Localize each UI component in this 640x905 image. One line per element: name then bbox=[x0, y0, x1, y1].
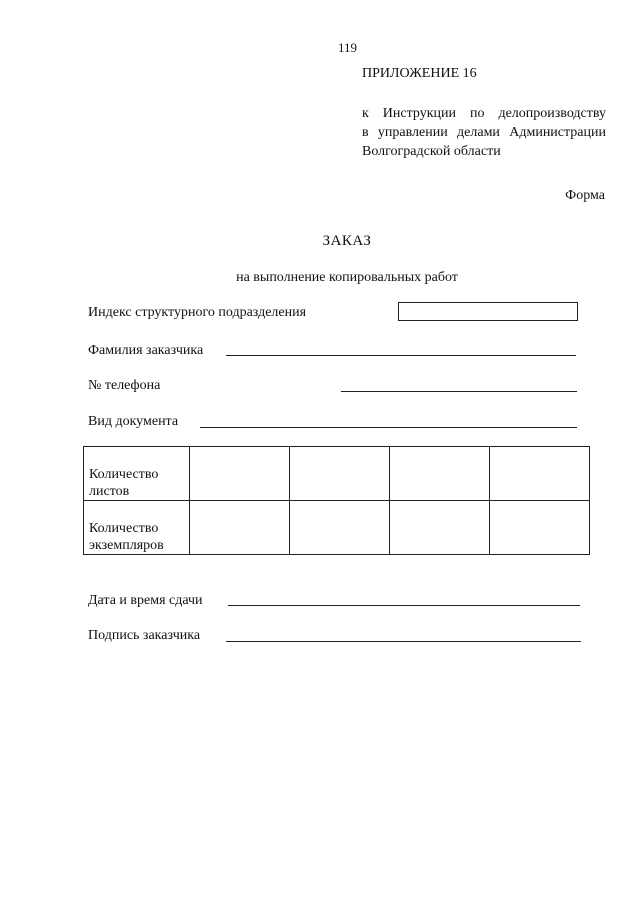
row-header-line: экземпляров bbox=[89, 538, 164, 553]
appendix-title: ПРИЛОЖЕНИЕ 16 bbox=[362, 66, 477, 81]
table-cell[interactable] bbox=[490, 447, 590, 501]
page-number: 119 bbox=[338, 40, 358, 55]
appendix-note-line: к Инструкции по делопроизводству bbox=[362, 106, 606, 121]
phone-label: № телефона bbox=[88, 378, 161, 393]
appendix-note-line: Волгоградской области bbox=[362, 144, 501, 159]
table-cell[interactable] bbox=[290, 501, 390, 555]
row-header-line: Количество bbox=[89, 521, 159, 536]
row-header-line: листов bbox=[89, 484, 130, 499]
surname-label: Фамилия заказчика bbox=[88, 343, 204, 358]
form-label: Форма bbox=[565, 188, 605, 203]
surname-line[interactable] bbox=[226, 355, 576, 356]
appendix-note bbox=[362, 104, 606, 161]
document-title: ЗАКАЗ bbox=[322, 233, 372, 249]
table-row bbox=[84, 501, 590, 555]
table-cell[interactable] bbox=[490, 501, 590, 555]
signature-label: Подпись заказчика bbox=[88, 628, 201, 643]
signature-line[interactable] bbox=[226, 641, 581, 642]
table-cell[interactable] bbox=[190, 501, 290, 555]
appendix-note-line: в управлении делами Администрации bbox=[362, 125, 606, 140]
phone-line[interactable] bbox=[341, 391, 577, 392]
doc-type-line[interactable] bbox=[200, 427, 577, 428]
table-row bbox=[84, 447, 590, 501]
row-header-copies bbox=[84, 501, 190, 555]
index-label: Индекс структурного подразделения bbox=[88, 305, 307, 320]
table-cell[interactable] bbox=[290, 447, 390, 501]
doc-type-label: Вид документа bbox=[88, 414, 179, 429]
counts-table bbox=[83, 446, 590, 555]
index-input-box[interactable] bbox=[398, 302, 578, 321]
row-header-line: Количество bbox=[89, 467, 159, 482]
document-subtitle: на выполнение копировальных работ bbox=[236, 270, 458, 285]
table-cell[interactable] bbox=[390, 501, 490, 555]
row-header-sheets bbox=[84, 447, 190, 501]
table-cell[interactable] bbox=[190, 447, 290, 501]
table-cell[interactable] bbox=[390, 447, 490, 501]
date-time-line[interactable] bbox=[228, 605, 580, 606]
date-time-label: Дата и время сдачи bbox=[88, 593, 203, 608]
